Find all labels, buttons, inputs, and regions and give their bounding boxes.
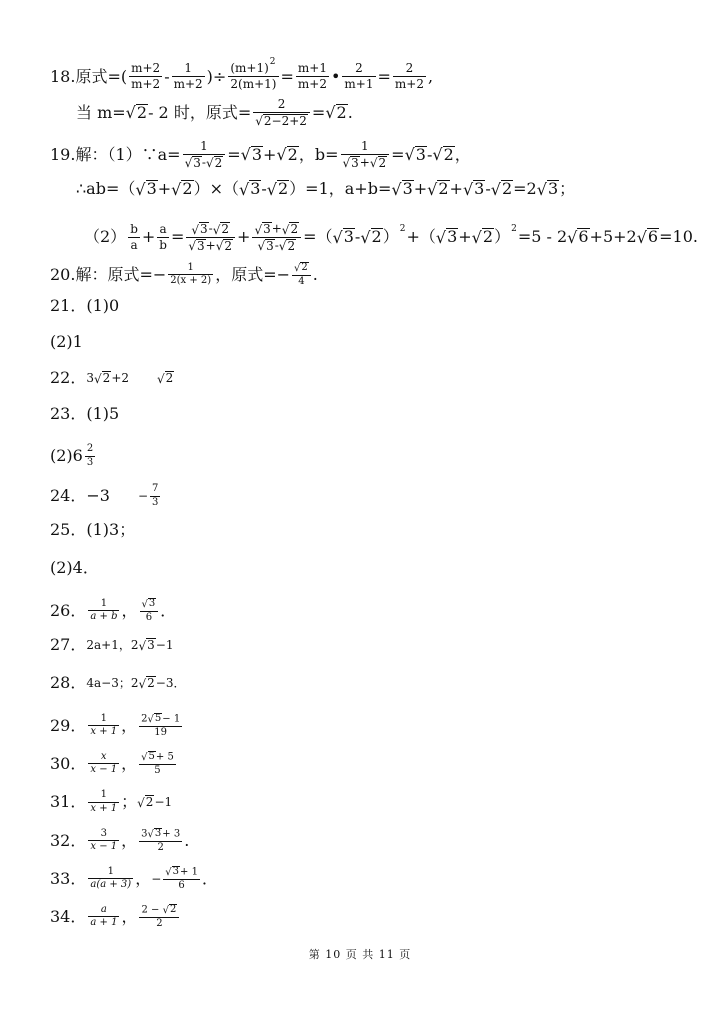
fraction: $\frac{1}{a + b}$ [90,597,118,623]
fraction: $\frac{x}{x - 1}$ [90,750,118,776]
square-root: √ 2 [137,795,154,810]
square-root: √ 3 [536,179,559,199]
fraction: √ 3 - √ 2 √ 3 + √ 2 [186,222,235,252]
fraction: 2 − √ 2 2 [139,904,179,929]
fraction: $\frac{7}{3}$ [152,483,159,508]
square-root: √ 2 [471,227,494,247]
square-root: √ 3 [332,227,354,247]
item-34: 34． $\frac{a}{a + 1}$ ， 2 − √ 2 2 [50,904,181,929]
fraction: $\frac{1}{x + 1}$ [90,712,118,738]
square-root: √ 2 [369,155,387,171]
square-root: √ 2 [432,144,454,165]
square-root: √ 3 [184,155,201,171]
fraction: 2 √ 5 − 1 19 [141,713,181,738]
fraction: $\frac{m+2}{m+2}$ [131,61,161,92]
item-26: 26． $\frac{1}{a + b}$ ， √ 3 6 ． [50,597,177,623]
fraction: $\frac{b}{a}$ [130,222,138,252]
item-18-line2: 当 m= √ 2 - 2 时，原式= 2 √ 2−2+2 = √ 2 . [76,97,353,129]
item-29: 29． $\frac{1}{x + 1}$ ， 2 √ 5 − 1 19 [50,712,181,738]
square-root: √ 6 [567,227,589,247]
item-22: 22． 3 √ 2 +2 √ 2 [50,368,174,387]
item-25: 25． (1)3； [50,520,136,539]
fraction: √ 3 + 1 6 [165,866,198,891]
page-footer: 第 10 页 共 11 页 [308,948,412,961]
square-root: √ 3 [257,238,274,254]
square-root: √ 2 [138,676,155,691]
square-root: √ 3 [462,179,485,199]
square-root: √ 2 [162,904,177,916]
square-root: √ 2 [490,179,513,199]
square-root: √ 2 [294,262,308,274]
fraction: $\frac{(m+1)^2}{2(m+1)}$ [228,62,278,91]
item-19-line2: ∴ab=（ √ 3 + √ 2 ）×（ √ 3 - √ 2 ）=1，a+b= √ 3 + √ 2 + √ 3 - √ 2 =2 √ 3 ； [76,178,576,199]
square-root: √ 2 [212,222,230,237]
square-root: √ 2 [281,222,299,237]
square-root: √ 2 [205,155,223,171]
item-31: 31． $\frac{1}{x + 1}$ ； √ 2 −1 [50,789,173,814]
square-root: √ 3 [188,238,205,254]
fraction: $\frac{a}{b}$ [159,222,167,252]
fraction: $\frac{1}{m+2}$ [173,61,203,92]
fraction: 2 √ 2−2+2 [253,98,310,127]
square-root: √ 2 [278,238,296,254]
square-root: √ 2 [360,227,382,247]
square-root: √ 2 [125,102,148,123]
square-root: √ 2 [427,179,449,199]
fraction: √ 2 4 [292,262,311,287]
fraction: 1 √ 3 + √ 2 [341,140,390,169]
item-25-2: (2)4． [50,558,99,577]
fraction: √ 5 + 5 5 [141,751,174,776]
square-root: √ 2 [325,102,347,123]
square-root: √ 3 [141,598,156,610]
item-30: 30． $\frac{x}{x - 1}$ ， √ 5 + 5 5 [50,750,174,776]
item-20: 20. 解：原式=− $\frac{1}{2(x + 2)}$ ，原式=− √ 2 4 . [50,261,318,287]
square-root: √ 3 [165,866,180,878]
square-root: √ 2−2+2 [255,113,307,129]
square-root: √ 3 [135,179,157,199]
square-root: √ 2 [276,144,298,165]
square-root: √ 3 [342,155,359,171]
square-root: √ 2 [94,371,111,386]
square-root: √ 3 [391,179,413,199]
fraction: √ 3 6 [140,598,159,623]
square-root: √ 3 [191,222,208,237]
fraction: $\frac{1}{x + 1}$ [90,789,118,814]
item-32: 32． $\frac{3}{x - 1}$ ， 3 √ 3 + 3 2 . [50,827,190,853]
item-19-line3: （2） $\frac{b}{a}$ + $\frac{a}{b}$ = √ 3 - √ 2 √ 3 + √ 2 + √ 3 + √ 2 √ 3 - √ 2 =（ √ 3 - √ 2 ） 2 +（ √ 3 + √ 2 ） 2 =5 - 2 √ 6 +5+2 √ 6 =10. [84,221,698,254]
item-33: 33． $\frac{1}{a(a + 3)}$ ， − √ 3 + 1 6 ． [50,865,218,891]
fraction: 3 √ 3 + 3 2 [141,828,181,853]
square-root: √ 3 [147,828,162,840]
fraction: 1 √ 3 - √ 2 [183,140,226,169]
item-19-line1: 19. 解：（1）∵a= 1 √ 3 - √ 2 = √ 3 + √ 2 ，b= 1 √ 3 + √ 2 = √ 3 - √ 2 ， [50,139,471,171]
item-21: 21． (1)0 [50,296,120,315]
item-28: 28． 4a−3； 2 √ 2 −3． [50,673,186,692]
square-root: √ 3 [254,222,271,237]
square-root: √ 2 [171,179,193,199]
square-root: √ 3 [138,638,155,653]
square-root: √ 3 [435,227,458,247]
fraction: $\frac{1}{a(a + 3)}$ [90,865,132,891]
square-root: √ 3 [240,144,263,165]
item-24: 24． −3 − $\frac{7}{3}$ [50,483,159,508]
item-27: 27． 2a+1， 2 √ 3 −1 [50,635,174,654]
square-root: √ 3 [238,179,261,199]
fraction: √ 3 + √ 2 √ 3 - √ 2 [252,222,301,252]
square-root: √ 5 [141,751,155,763]
item-18-line1: 18. 原式=( $\frac{m+2}{m+2}$ - $\frac{1}{m+2}$ )÷ $\frac{(m+1)^2}{2(m+1)}$ = $\frac{m+1}{m+2}$ • $\frac{2}{m+1}$ = $\frac{2}{m+2}$ , [50,57,434,92]
fraction: $\frac{2}{3}$ [86,443,94,468]
square-root: √ 2 [266,179,289,199]
item-23-2: (2)6 $\frac{2}{3}$ [50,443,94,468]
square-root: √ 6 [636,227,659,247]
fraction: $\frac{1}{2(x + 2)}$ [170,261,212,287]
square-root: √ 2 [215,238,233,254]
fraction: $\frac{3}{x - 1}$ [90,827,118,853]
square-root: √ 2 [157,371,174,386]
square-root: √ 5 [147,713,162,725]
item-23: 23． (1)5 [50,404,120,423]
fraction: $\frac{m+1}{m+2}$ [297,61,327,92]
fraction: $\frac{2}{m+1}$ [344,61,374,92]
fraction: $\frac{2}{m+2}$ [394,61,424,92]
square-root: √ 3 [404,144,426,165]
item-21-2: (2)1 [50,332,83,351]
fraction: $\frac{a}{a + 1}$ [90,903,118,929]
